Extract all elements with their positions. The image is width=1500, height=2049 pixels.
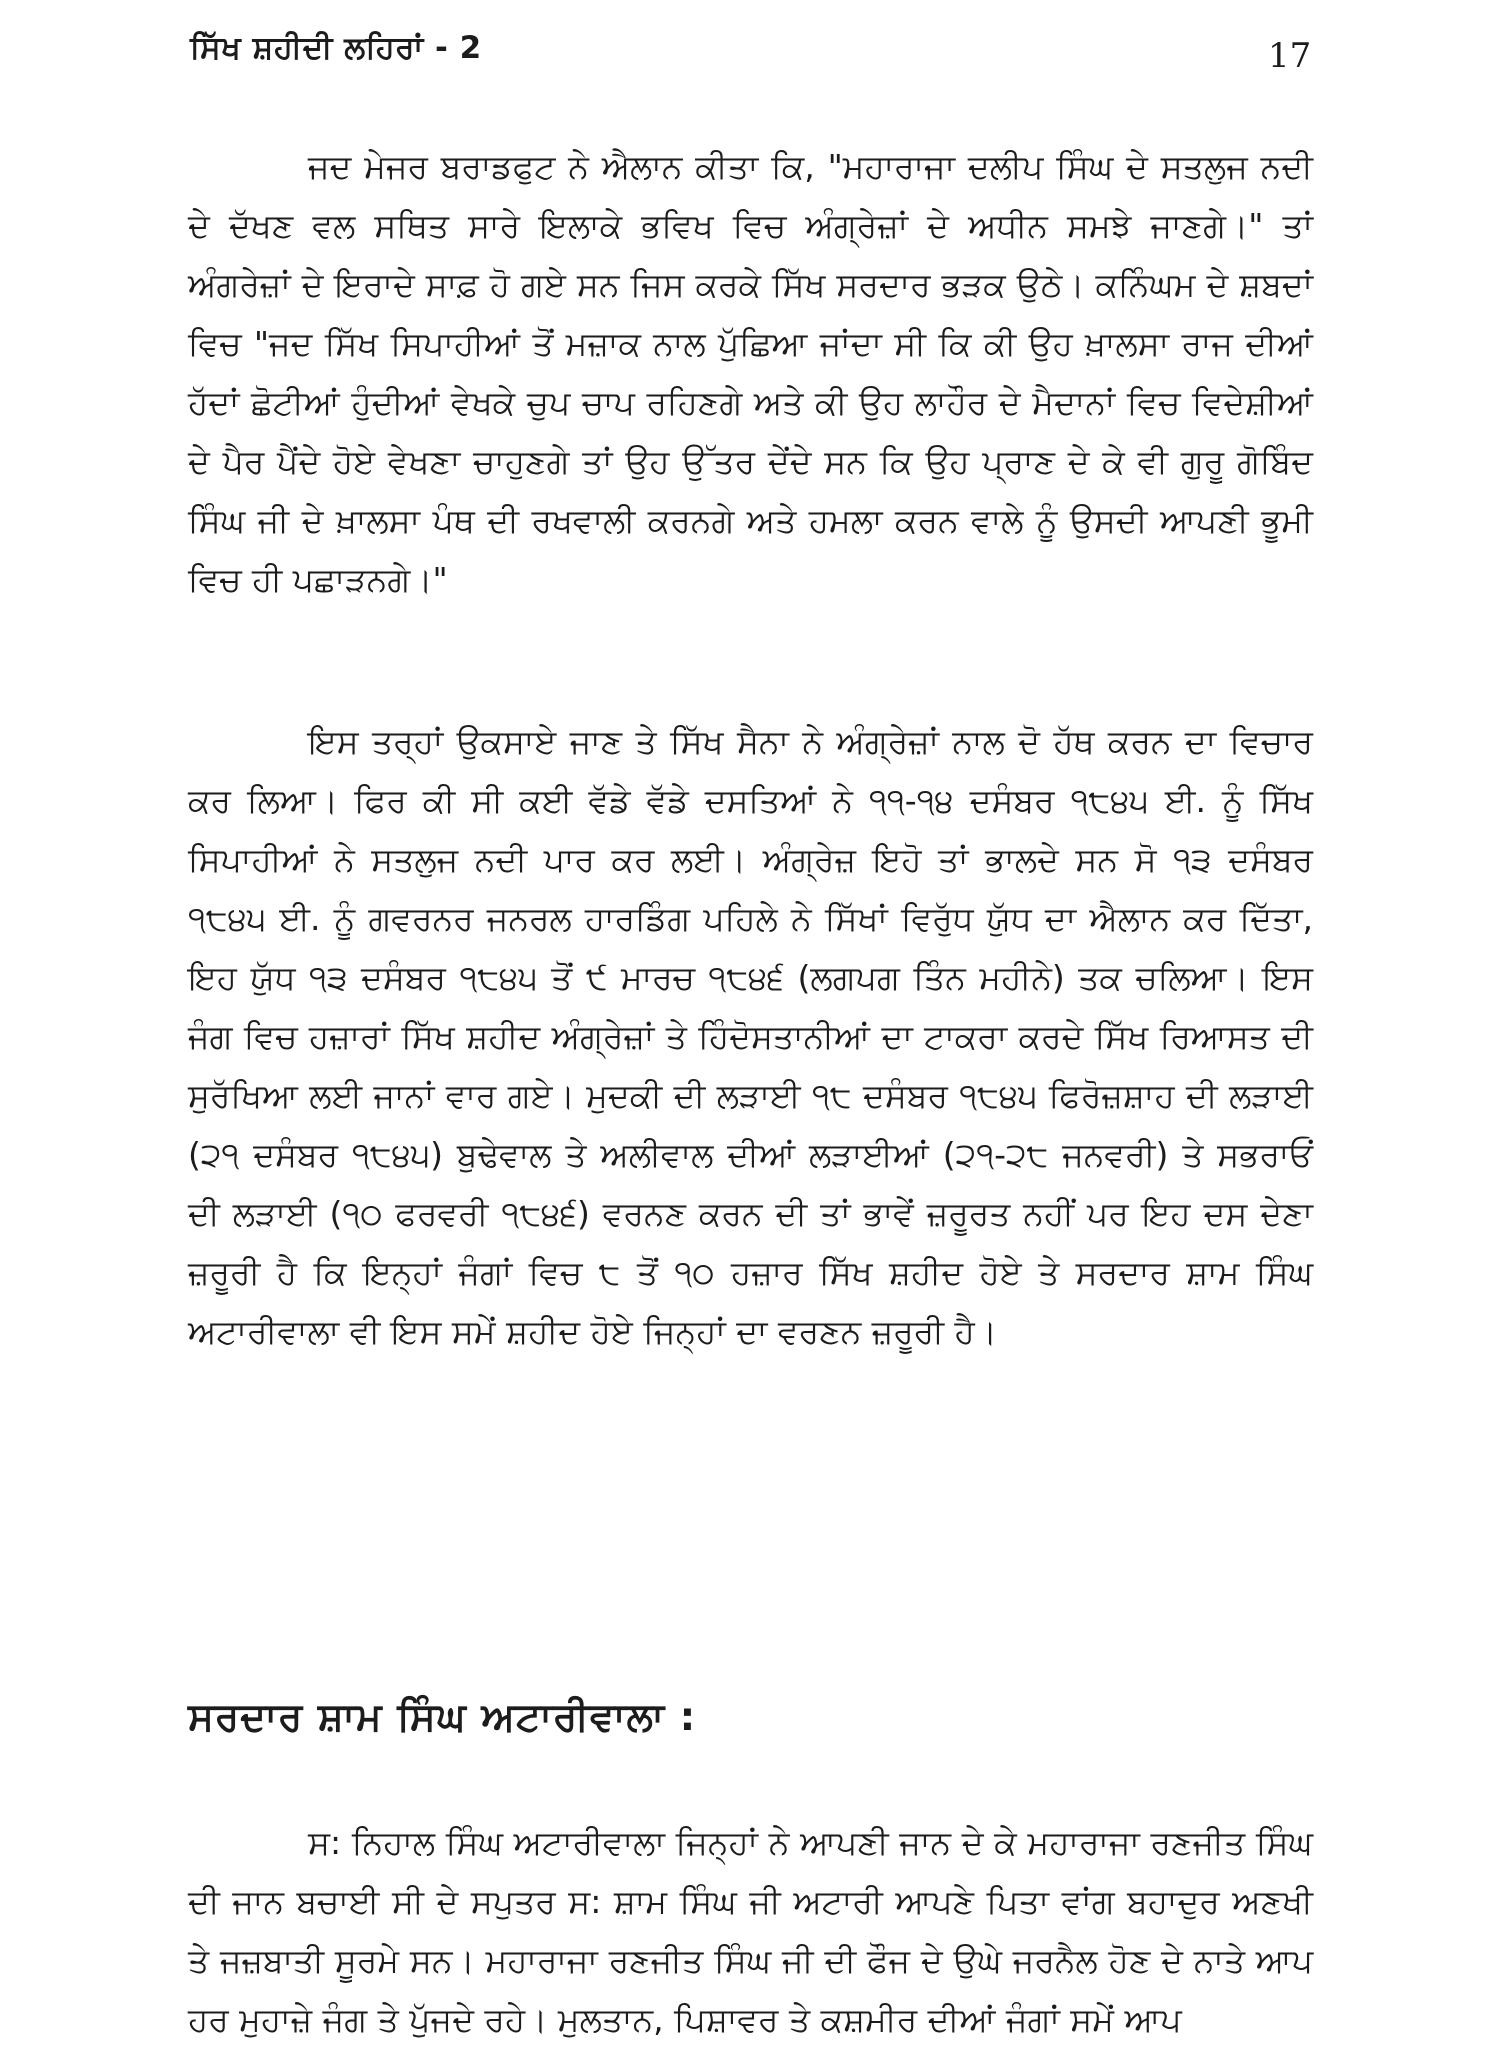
paragraph-broadfoot-declaration: ਜਦ ਮੇਜਰ ਬਰਾਡਫੁਟ ਨੇ ਐਲਾਨ ਕੀਤਾ ਕਿ, "ਮਹਾਰਾਜਾ ਦਲੀਪ ਸਿੰਘ ਦੇ ਸਤਲੁਜ ਨਦੀ ਦੇ ਦੱਖਣ ਵਲ ਸਥਿਤ ਸਾਰੇ ਇਲਾਕੇ ਭਵਿਖ ਵਿਚ ਅੰਗ੍ਰੇਜ਼ਾਂ ਦੇ ਅਧੀਨ ਸਮਝੇ ਜਾਣਗੇ।" ਤਾਂ ਅੰਗਰੇਜ਼ਾਂ ਦੇ ਇਰਾਦੇ ਸਾਫ਼ ਹੋ ਗਏ ਸਨ ਜਿਸ ਕਰਕੇ ਸਿੱਖ ਸਰਦਾਰ ਭੜਕ ਉਠੇ। ਕਨਿੰਘਮ ਦੇ ਸ਼ਬਦਾਂ ਵਿਚ "ਜਦ ਸਿੱਖ ਸਿਪਾਹੀਆਂ ਤੋਂ ਮਜ਼ਾਕ ਨਾਲ ਪੁੱਛਿਆ ਜਾਂਦਾ ਸੀ ਕਿ ਕੀ ਉਹ ਖ਼ਾਲਸਾ ਰਾਜ ਦੀਆਂ ਹੱਦਾਂ ਛੋਟੀਆਂ ਹੁੰਦੀਆਂ ਵੇਖਕੇ ਚੁਪ ਚਾਪ ਰਹਿਣਗੇ ਅਤੇ ਕੀ ਉਹ ਲਾਹੌਰ ਦੇ ਮੈਦਾਨਾਂ ਵਿਚ ਵਿਦੇਸ਼ੀਆਂ ਦੇ ਪੈਰ ਪੈਂਦੇ ਹੋਏ ਵੇਖਣਾ ਚਾਹੁਣਗੇ ਤਾਂ ਉਹ ਉੱਤਰ ਦੇਂਦੇ ਸਨ ਕਿ ਉਹ ਪ੍ਰਾਣ ਦੇ ਕੇ ਵੀ ਗੁਰੂ ਗੋਬਿੰਦ ਸਿੰਘ ਜੀ ਦੇ ਖ਼ਾਲਸਾ ਪੰਥ ਦੀ ਰਖਵਾਲੀ ਕਰਨਗੇ ਅਤੇ ਹਮਲਾ ਕਰਨ ਵਾਲੇ ਨੂੰ ਉਸਦੀ ਆਪਣੀ ਭੂਮੀ ਵਿਚ ਹੀ ਪਛਾੜਨਗੇ।"	[188, 147, 1313, 599]
section-heading-sham-singh: ਸਰਦਾਰ ਸ਼ਾਮ ਸਿੰਘ ਅਟਾਰੀਵਾਲਾ :	[188, 1695, 697, 1740]
paragraph-first-anglo-sikh-war: ਇਸ ਤਰ੍ਹਾਂ ਉਕਸਾਏ ਜਾਣ ਤੇ ਸਿੱਖ ਸੈਨਾ ਨੇ ਅੰਗ੍ਰੇਜ਼ਾਂ ਨਾਲ ਦੋ ਹੱਥ ਕਰਨ ਦਾ ਵਿਚਾਰ ਕਰ ਲਿਆ। ਫਿਰ ਕੀ ਸੀ ਕਈ ਵੱਡੇ ਵੱਡੇ ਦਸਤਿਆਂ ਨੇ ੧੧-੧੪ ਦਸੰਬਰ ੧੮੪੫ ਈ. ਨੂੰ ਸਿੱਖ ਸਿਪਾਹੀਆਂ ਨੇ ਸਤਲੁਜ ਨਦੀ ਪਾਰ ਕਰ ਲਈ। ਅੰਗ੍ਰੇਜ਼ ਇਹੋ ਤਾਂ ਭਾਲਦੇ ਸਨ ਸੋ ੧੩ ਦਸੰਬਰ ੧੮੪੫ ਈ. ਨੂੰ ਗਵਰਨਰ ਜਨਰਲ ਹਾਰਡਿੰਗ ਪਹਿਲੇ ਨੇ ਸਿੱਖਾਂ ਵਿਰੁੱਧ ਯੁੱਧ ਦਾ ਐਲਾਨ ਕਰ ਦਿੱਤਾ, ਇਹ ਯੁੱਧ ੧੩ ਦਸੰਬਰ ੧੮੪੫ ਤੋਂ ੯ ਮਾਰਚ ੧੮੪੬ (ਲਗਪਗ ਤਿੰਨ ਮਹੀਨੇ) ਤਕ ਚਲਿਆ। ਇਸ ਜੰਗ ਵਿਚ ਹਜ਼ਾਰਾਂ ਸਿੱਖ ਸ਼ਹੀਦ ਅੰਗ੍ਰੇਜ਼ਾਂ ਤੇ ਹਿੰਦੋਸਤਾਨੀਆਂ ਦਾ ਟਾਕਰਾ ਕਰਦੇ ਸਿੱਖ ਰਿਆਸਤ ਦੀ ਸੁਰੱਖਿਆ ਲਈ ਜਾਨਾਂ ਵਾਰ ਗਏ। ਮੁਦਕੀ ਦੀ ਲੜਾਈ ੧੮ ਦਸੰਬਰ ੧੮੪੫ ਫਿਰੋਜ਼ਸ਼ਾਹ ਦੀ ਲੜਾਈ (੨੧ ਦਸੰਬਰ ੧੮੪੫) ਬੁਢੇਵਾਲ ਤੇ ਅਲੀਵਾਲ ਦੀਆਂ ਲੜਾਈਆਂ (੨੧-੨੮ ਜਨਵਰੀ) ਤੇ ਸਭਰਾਓਂ ਦੀ ਲੜਾਈ (੧੦ ਫਰਵਰੀ ੧੮੪੬) ਵਰਨਣ ਕਰਨ ਦੀ ਤਾਂ ਭਾਵੇਂ ਜ਼ਰੂਰਤ ਨਹੀਂ ਪਰ ਇਹ ਦਸ ਦੇਣਾ ਜ਼ਰੂਰੀ ਹੈ ਕਿ ਇਨ੍ਹਾਂ ਜੰਗਾਂ ਵਿਚ ੮ ਤੋਂ ੧੦ ਹਜ਼ਾਰ ਸਿੱਖ ਸ਼ਹੀਦ ਹੋਏ ਤੇ ਸਰਦਾਰ ਸ਼ਾਮ ਸਿੰਘ ਅਟਾਰੀਵਾਲਾ ਵੀ ਇਸ ਸਮੇਂ ਸ਼ਹੀਦ ਹੋਏ ਜਿਨ੍ਹਾਂ ਦਾ ਵਰਣਨ ਜ਼ਰੂਰੀ ਹੈ।	[188, 722, 1314, 1351]
paragraph-sham-singh-biography: ਸ: ਨਿਹਾਲ ਸਿੰਘ ਅਟਾਰੀਵਾਲਾ ਜਿਨ੍ਹਾਂ ਨੇ ਆਪਣੀ ਜਾਨ ਦੇ ਕੇ ਮਹਾਰਾਜਾ ਰਣਜੀਤ ਸਿੰਘ ਦੀ ਜਾਨ ਬਚਾਈ ਸੀ ਦੇ ਸਪੁਤਰ ਸ: ਸ਼ਾਮ ਸਿੰਘ ਜੀ ਅਟਾਰੀ ਆਪਣੇ ਪਿਤਾ ਵਾਂਗ ਬਹਾਦੁਰ ਅਣਖੀ ਤੇ ਜਜ਼ਬਾਤੀ ਸੂਰਮੇ ਸਨ। ਮਹਾਰਾਜਾ ਰਣਜੀਤ ਸਿੰਘ ਜੀ ਦੀ ਫੌਜ ਦੇ ਉਘੇ ਜਰਨੈਲ ਹੋਣ ਦੇ ਨਾਤੇ ਆਪ ਹਰ ਮੁਹਾਜ਼ੇ ਜੰਗ ਤੇ ਪੁੱਜਦੇ ਰਹੇ। ਮੁਲਤਾਨ, ਪਿਸ਼ਾਵਰ ਤੇ ਕਸ਼ਮੀਰ ਦੀਆਂ ਜੰਗਾਂ ਸਮੇਂ ਆਪ	[188, 1823, 1313, 2039]
page-number: 17	[1268, 36, 1312, 76]
running-title: ਸਿੱਖ ਸ਼ਹੀਦੀ ਲਹਿਰਾਂ - 2	[190, 30, 482, 66]
